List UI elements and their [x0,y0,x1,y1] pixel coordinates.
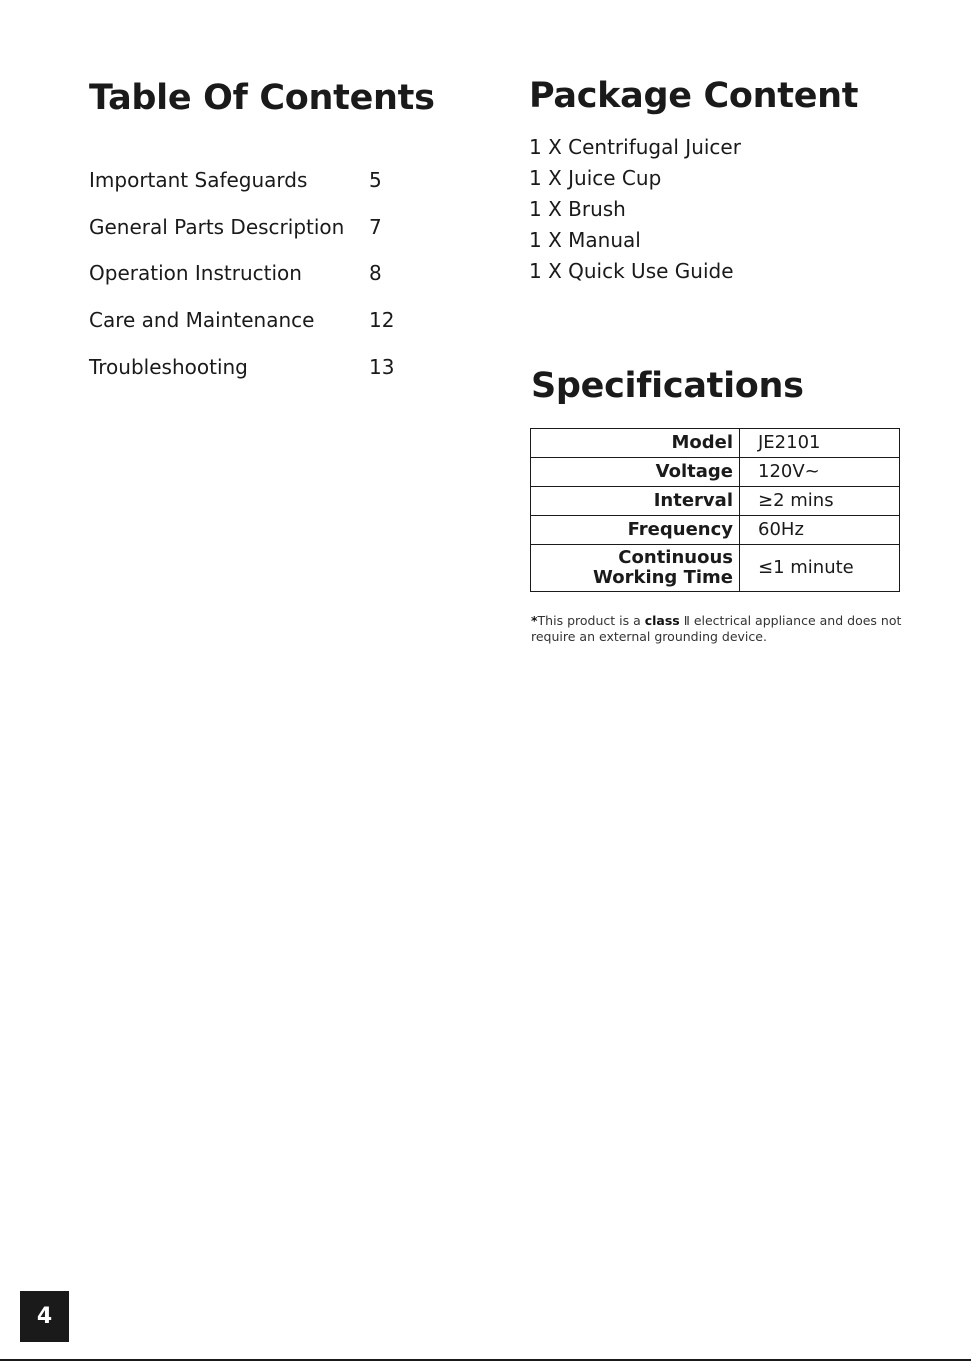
toc-list [89,165,399,398]
spec-value: ≤1 minute [740,545,900,592]
toc-item-label: Troubleshooting [89,354,248,379]
note-text-before: This product is a [537,613,645,628]
note-text-after: Ⅱ electrical appliance and does not require an external grounding device. [531,613,902,644]
toc-item-label: Important Safeguards [89,168,308,192]
toc-item[interactable] [89,352,399,399]
table-row [531,545,900,592]
toc-item-label: Care and Maintenance [89,308,315,333]
toc-item[interactable] [89,258,399,305]
package-item: 1 X Brush [529,197,626,221]
spec-label: Continuous Working Time [531,545,740,592]
table-row [531,516,900,545]
toc-item[interactable] [89,212,399,259]
spec-value: ≥2 mins [740,487,900,516]
package-item: 1 X Juice Cup [529,166,662,190]
toc-item-page: 5 [369,168,382,192]
spec-value: 120V~ [740,458,900,487]
spec-value: JE2101 [740,429,900,458]
spec-label: Frequency [531,516,740,545]
spec-label: Model [531,429,740,458]
spec-label: Voltage [531,458,740,487]
package-item: 1 X Quick Use Guide [529,259,734,283]
table-row [531,487,900,516]
toc-item[interactable] [89,305,399,352]
toc-item-page: 8 [369,261,382,286]
package-item: 1 X Manual [529,228,641,252]
toc-item-label: Operation Instruction [89,261,302,286]
specifications-title: Specifications [531,366,804,406]
toc-item-page: 7 [369,214,382,239]
specifications-table [530,428,900,592]
toc-item-label: General Parts Description [89,214,345,239]
note-class-bold: class [644,613,680,628]
package-item: 1 X Centrifugal Juicer [529,135,741,159]
toc-item-page: 12 [369,308,395,333]
spec-label: Interval [531,487,740,516]
package-title: Package Content [529,76,859,116]
page-number-badge: 4 [20,1291,69,1342]
toc-item-page: 13 [369,354,395,379]
spec-value: 60Hz [740,516,900,545]
grounding-note [531,613,906,645]
toc-item[interactable] [89,165,399,212]
note-asterisk: * [531,613,538,628]
table-row [531,429,900,458]
table-row [531,458,900,487]
bottom-divider [0,1359,971,1361]
toc-title: Table Of Contents [89,78,435,118]
package-list [529,132,741,287]
